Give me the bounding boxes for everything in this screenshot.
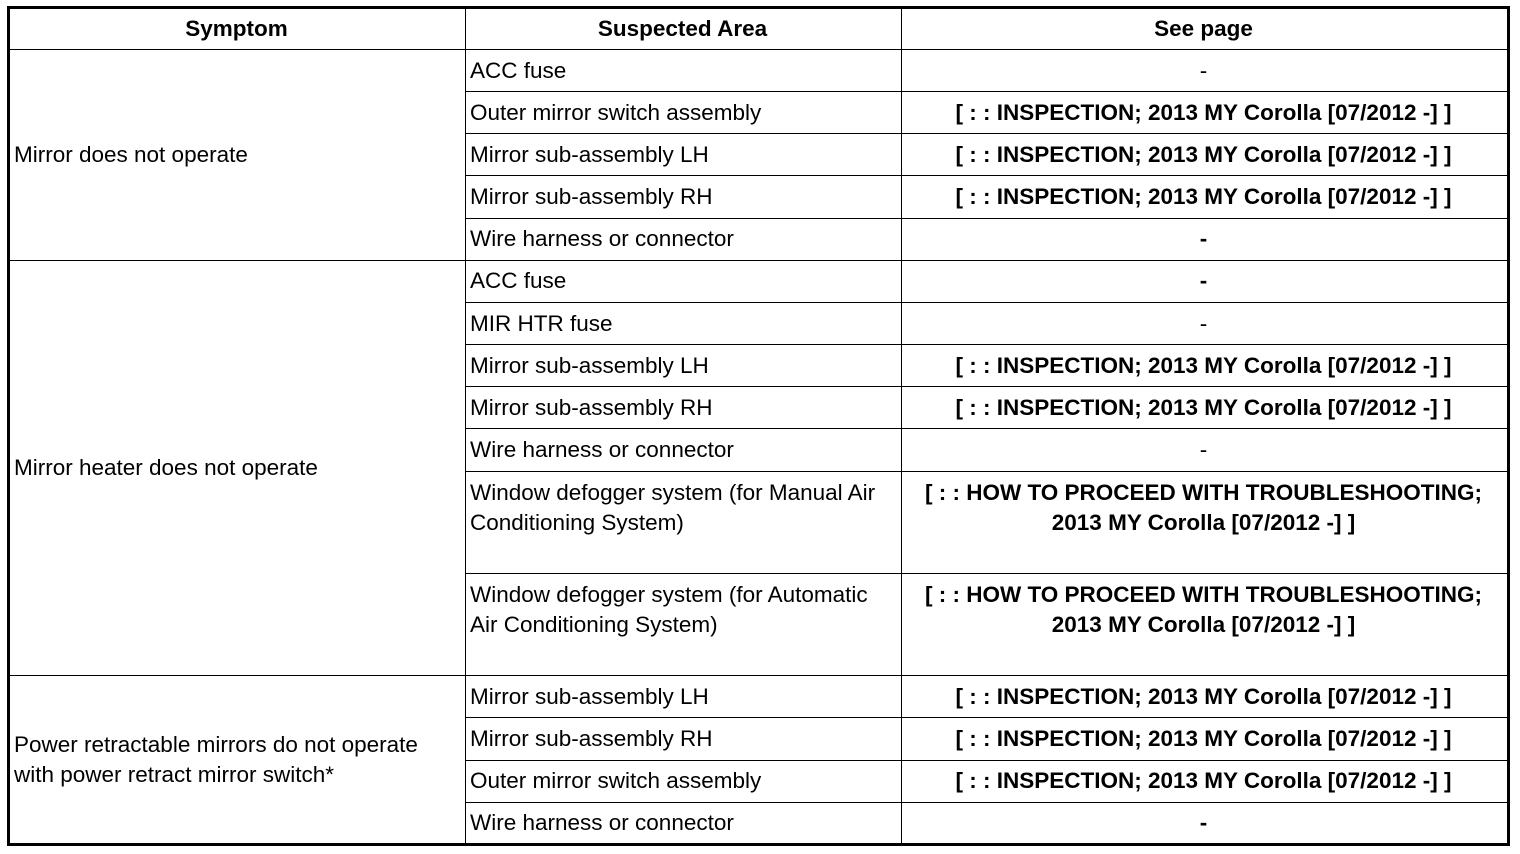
suspected-area-cell: Mirror sub-assembly LH <box>466 134 902 176</box>
table-row <box>9 676 1509 718</box>
suspected-area-cell: Mirror sub-assembly LH <box>466 345 902 387</box>
suspected-area-cell: Window defogger system (for Manual Air Conditioning System) <box>466 471 902 573</box>
suspected-area-cell: Outer mirror switch assembly <box>466 92 902 134</box>
see-page-cell: - <box>902 50 1509 92</box>
symptom-cell: Mirror heater does not operate <box>9 260 466 676</box>
see-page-link[interactable]: [ : : INSPECTION; 2013 MY Corolla [07/2012 -] ] <box>902 760 1509 802</box>
table-row <box>9 50 1509 92</box>
see-page-cell: - <box>902 802 1509 844</box>
suspected-area-cell: Wire harness or connector <box>466 218 902 260</box>
suspected-area-cell: Outer mirror switch assembly <box>466 760 902 802</box>
see-page-link[interactable]: [ : : INSPECTION; 2013 MY Corolla [07/2012 -] ] <box>902 676 1509 718</box>
symptom-cell: Mirror does not operate <box>9 50 466 261</box>
see-page-cell: - <box>902 429 1509 471</box>
suspected-area-cell: Wire harness or connector <box>466 802 902 844</box>
see-page-cell: - <box>902 302 1509 344</box>
see-page-link[interactable]: [ : : INSPECTION; 2013 MY Corolla [07/2012 -] ] <box>902 718 1509 760</box>
suspected-area-cell: ACC fuse <box>466 50 902 92</box>
symptom-cell: Power retractable mirrors do not operate with power retract mirror switch* <box>9 676 466 845</box>
header-row <box>9 8 1509 50</box>
suspected-area-cell: Mirror sub-assembly RH <box>466 718 902 760</box>
see-page-link[interactable]: [ : : INSPECTION; 2013 MY Corolla [07/2012 -] ] <box>902 134 1509 176</box>
see-page-link[interactable]: [ : : INSPECTION; 2013 MY Corolla [07/2012 -] ] <box>902 92 1509 134</box>
suspected-area-cell: Window defogger system (for Automatic Air Conditioning System) <box>466 573 902 675</box>
suspected-area-cell: Mirror sub-assembly RH <box>466 387 902 429</box>
suspected-area-cell: ACC fuse <box>466 260 902 302</box>
header-suspected-area: Suspected Area <box>466 8 902 50</box>
table-row <box>9 260 1509 302</box>
header-see-page: See page <box>902 8 1509 50</box>
see-page-cell: - <box>902 218 1509 260</box>
see-page-link[interactable]: [ : : INSPECTION; 2013 MY Corolla [07/2012 -] ] <box>902 387 1509 429</box>
see-page-link[interactable]: [ : : HOW TO PROCEED WITH TROUBLESHOOTING; 2013 MY Corolla [07/2012 -] ] <box>902 471 1509 573</box>
suspected-area-cell: MIR HTR fuse <box>466 302 902 344</box>
suspected-area-cell: Mirror sub-assembly RH <box>466 176 902 218</box>
suspected-area-cell: Mirror sub-assembly LH <box>466 676 902 718</box>
suspected-area-cell: Wire harness or connector <box>466 429 902 471</box>
see-page-link[interactable]: [ : : HOW TO PROCEED WITH TROUBLESHOOTING; 2013 MY Corolla [07/2012 -] ] <box>902 573 1509 675</box>
see-page-cell: - <box>902 260 1509 302</box>
troubleshooting-table <box>7 6 1510 846</box>
header-symptom: Symptom <box>9 8 466 50</box>
see-page-link[interactable]: [ : : INSPECTION; 2013 MY Corolla [07/2012 -] ] <box>902 176 1509 218</box>
see-page-link[interactable]: [ : : INSPECTION; 2013 MY Corolla [07/2012 -] ] <box>902 345 1509 387</box>
